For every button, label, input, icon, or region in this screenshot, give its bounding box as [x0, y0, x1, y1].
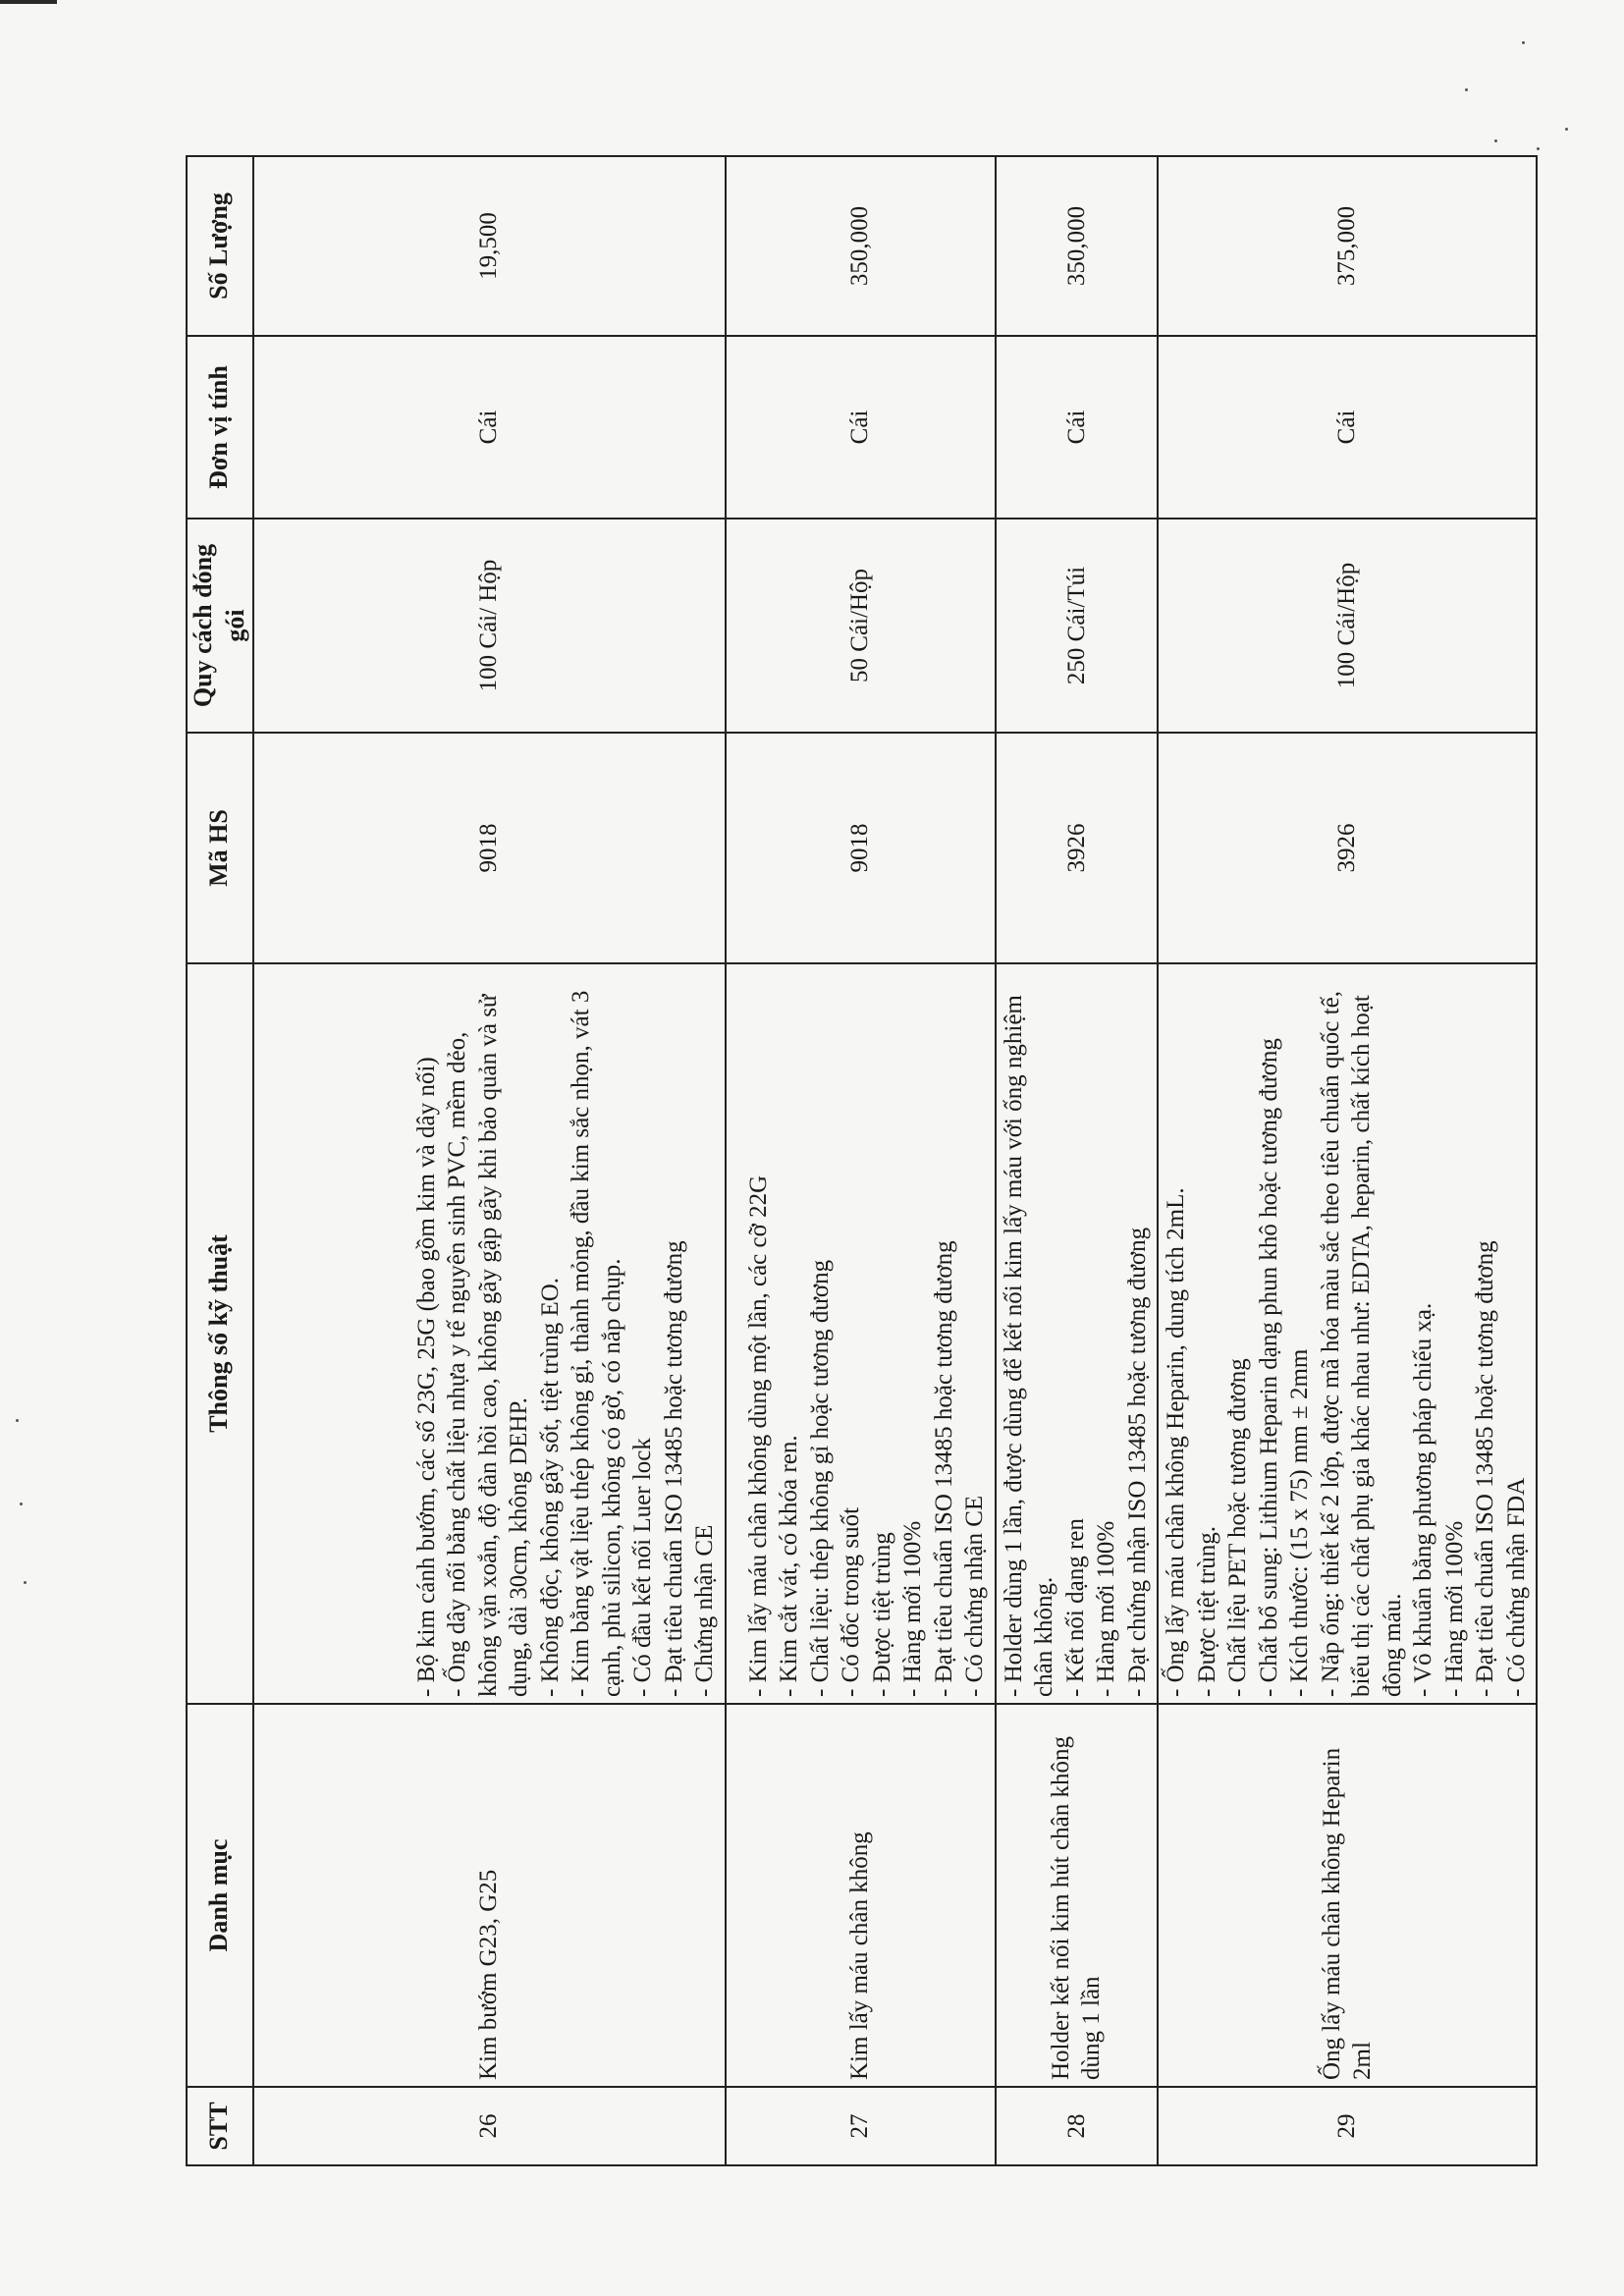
spec-line: - Đạt chứng nhận ISO 13485 hoặc tương đương [1123, 1227, 1151, 1697]
row-packaging: 100 Cái/ Hộp [253, 519, 726, 733]
row-name: Kim lấy máu chân không [726, 1704, 996, 2087]
row-stt: 29 [1158, 2087, 1537, 2165]
spec-line: - Kim lấy máu chân không dùng một lần, các cỡ 22G [744, 1175, 772, 1697]
header-thong-so: Thông số kỹ thuật [187, 963, 253, 1704]
scan-speck [16, 1419, 19, 1422]
row-unit: Cái [996, 336, 1159, 519]
spec-line: - Nắp ống: thiết kế 2 lớp, được mã hóa màu sắc theo tiêu chuẩn quốc tế, biểu thị các chất phụ gia khác nhau như: EDTA, heparin, chất kích hoạt đông máu. [1317, 991, 1406, 1697]
scan-edge-mark [0, 0, 57, 4]
table-row [726, 156, 996, 2165]
row-quantity: 350,000 [726, 156, 996, 336]
table-header-row [187, 156, 253, 2165]
table-row [253, 156, 726, 2165]
spec-line: - Được tiệt trùng. [1193, 1526, 1220, 1697]
row-packaging: 50 Cái/Hộp [726, 519, 996, 733]
row-unit: Cái [253, 336, 726, 519]
scan-speck [20, 1503, 23, 1505]
row-unit: Cái [726, 336, 996, 519]
row-stt: 26 [253, 2087, 726, 2165]
spec-line: - Đạt tiêu chuẩn ISO 13485 hoặc tương đương [930, 1240, 957, 1697]
spec-line: - Hàng mới 100% [1440, 1520, 1468, 1697]
header-quy-cach: Quy cách đóng gói [187, 519, 253, 733]
row-packaging: 100 Cái/Hộp [1158, 519, 1537, 733]
row-quantity: 375,000 [1158, 156, 1537, 336]
row-name: Holder kết nối kim hút chân không dùng 1 lần [996, 1704, 1159, 2087]
row-specs [1158, 963, 1537, 1704]
spec-line: - Hàng mới 100% [899, 1520, 926, 1697]
table-row [996, 156, 1159, 2165]
row-packaging: 250 Cái/Túi [996, 519, 1159, 733]
spec-line: - Kim bằng vật liệu thép không gỉ, thành mỏng, đầu kim sắc nhọn, vát 3 cạnh, phủ silicon, không có gờ, có nắp chụp. [568, 990, 625, 1697]
row-hs-code: 9018 [726, 733, 996, 963]
row-name: Ống lấy máu chân không Heparin 2ml [1158, 1704, 1537, 2087]
spec-line: - Được tiệt trùng [868, 1532, 895, 1697]
spec-line: - Vô khuẩn bằng phương pháp chiếu xạ. [1410, 1302, 1436, 1697]
spec-line: - Có đốc trong suốt [838, 1506, 864, 1697]
spec-line: - Holder dùng 1 lần, được dùng để kết nối kim lấy máu với ống nghiệm chân không. [1000, 995, 1057, 1697]
spec-line: - Kết nối dạng ren [1061, 1518, 1089, 1697]
spec-line: - Chất liệu: thép không gỉ hoặc tương đương [806, 1259, 834, 1697]
table-row [1158, 156, 1537, 2165]
scan-speck [1522, 41, 1525, 44]
header-so-luong: Số Lượng [187, 156, 253, 336]
row-hs-code: 3926 [996, 733, 1159, 963]
spec-line: - Chất liệu PET hoặc tương đương [1224, 1358, 1251, 1697]
spec-line: - Ống lấy máu chân không Heparin, dung tích 2mL. [1163, 1187, 1189, 1697]
spec-line: - Có đầu kết nối Luer lock [629, 1438, 656, 1697]
scan-speck [24, 1581, 27, 1584]
row-unit: Cái [1158, 336, 1537, 519]
row-stt: 27 [726, 2087, 996, 2165]
spec-line: - Không độc, không gây sốt, tiệt trùng EO. [536, 1277, 564, 1697]
row-hs-code: 9018 [253, 733, 726, 963]
spec-table [186, 155, 1538, 2166]
spec-line: - Bộ kim cánh bướm, các số 23G, 25G (bao gồm kim và dây nối) [412, 1057, 440, 1697]
header-ma-hs: Mã HS [187, 733, 253, 963]
scan-speck [1565, 128, 1568, 131]
row-stt: 28 [996, 2087, 1159, 2165]
spec-line: - Có chứng nhận FDA [1502, 1477, 1530, 1697]
row-specs [253, 963, 726, 1704]
row-quantity: 350,000 [996, 156, 1159, 336]
row-quantity: 19,500 [253, 156, 726, 336]
spec-line: - Hàng mới 100% [1093, 1520, 1119, 1697]
spec-line: - Kim cắt vát, có khóa ren. [776, 1435, 802, 1697]
spec-line: - Chứng nhận CE [691, 1524, 718, 1697]
spec-line: - Có chứng nhận CE [961, 1495, 988, 1697]
scan-speck [1494, 139, 1497, 142]
spec-line: - Đạt tiêu chuẩn ISO 13485 hoặc tương đương [660, 1240, 687, 1697]
row-name: Kim bướm G23, G25 [253, 1704, 726, 2087]
row-hs-code: 3926 [1158, 733, 1537, 963]
header-don-vi: Đơn vị tính [187, 336, 253, 519]
row-specs [726, 963, 996, 1704]
spec-line: - Chất bổ sung: Lithium Heparin dạng phun khô hoặc tương đương [1255, 1038, 1282, 1697]
header-stt: STT [187, 2087, 253, 2165]
row-specs [996, 963, 1159, 1704]
spec-line: - Đạt tiêu chuẩn ISO 13485 hoặc tương đương [1472, 1240, 1498, 1697]
scan-speck [1537, 147, 1540, 150]
header-danh-muc: Danh mục [187, 1704, 253, 2087]
scan-speck [1465, 88, 1468, 91]
spec-line: - Ống dây nối bằng chất liệu nhựa y tế nguyên sinh PVC, mềm dẻo, không vặn xoắn, độ đàn hồi cao, không gãy gập gãy khi bảo quản và sử dụng, dài 30cm, không DEHP. [444, 994, 532, 1697]
rotated-table-wrapper [186, 157, 1530, 2166]
spec-line: - Kích thước: (15 x 75) mm ± 2mm [1286, 1348, 1313, 1697]
